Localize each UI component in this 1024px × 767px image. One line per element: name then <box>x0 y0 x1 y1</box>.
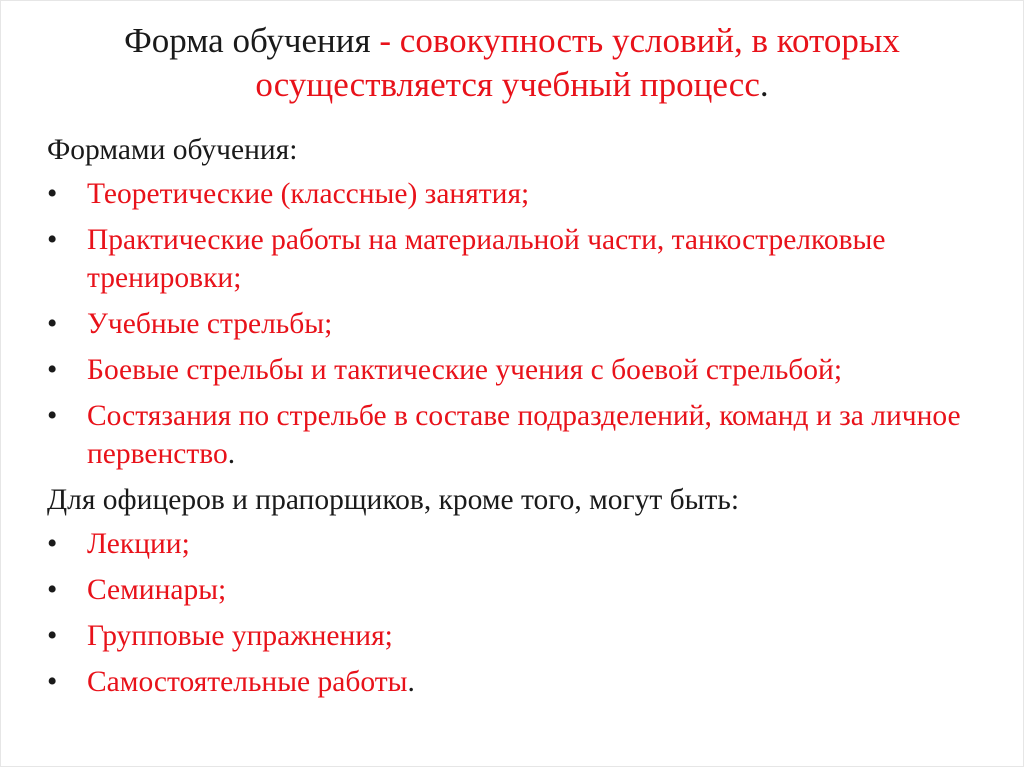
title-definition: - совокупность условий, в которых осуществляется учебный процесс <box>255 21 900 104</box>
list-item-text: Боевые стрельбы и тактические учения с боевой стрельбой; <box>87 354 843 386</box>
list-item-text: Самостоятельные работы <box>87 666 408 698</box>
list-item-text: Групповые упражнения; <box>87 620 393 652</box>
list-item-text: Лекции; <box>87 528 190 560</box>
title-period: . <box>759 65 769 104</box>
bullet-icon: • <box>47 528 58 560</box>
bullet-icon: • <box>47 308 58 340</box>
section1-lead-colon: : <box>289 134 298 166</box>
list-item <box>47 571 1007 609</box>
list-item <box>47 525 1007 563</box>
list-item-text: Учебные стрельбы; <box>87 308 333 340</box>
bullet-icon: • <box>47 400 58 432</box>
bullet-icon: • <box>47 224 58 256</box>
list-item <box>47 305 1007 343</box>
list-item <box>47 221 1007 297</box>
list-item <box>47 617 1007 655</box>
list-item <box>47 351 1007 389</box>
list-item <box>47 175 1007 213</box>
section2-lead-text: Для офицеров и прапорщиков, кроме того, могут быть <box>47 484 731 516</box>
list-item-text: Теоретические (классные) занятия; <box>87 178 530 210</box>
list-item-end: . <box>407 666 415 698</box>
list-item-text: Практические работы на материальной части, танкострелковые тренировки; <box>87 224 886 294</box>
slide-title <box>1 19 1023 107</box>
title-term: Форма обучения <box>124 21 371 60</box>
section1-list <box>47 175 1007 473</box>
list-item-end: . <box>227 438 236 470</box>
list-item <box>47 397 1007 473</box>
bullet-icon: • <box>47 178 58 210</box>
list-item-text: Семинары; <box>87 574 227 606</box>
bullet-icon: • <box>47 666 58 698</box>
section1-lead-text: Формами обучения <box>47 134 290 166</box>
section2-list <box>47 525 1007 701</box>
list-item <box>47 663 1007 701</box>
bullet-icon: • <box>47 354 58 386</box>
list-item-text: Состязания по стрельбе в составе подразделений, команд и за личное первенство <box>87 400 961 470</box>
bullet-icon: • <box>47 620 58 652</box>
bullet-icon: • <box>47 574 58 606</box>
section1-lead <box>47 131 1007 169</box>
slide-content <box>47 131 1007 709</box>
section2-lead-colon: : <box>730 484 740 516</box>
section2-lead <box>47 481 1007 519</box>
